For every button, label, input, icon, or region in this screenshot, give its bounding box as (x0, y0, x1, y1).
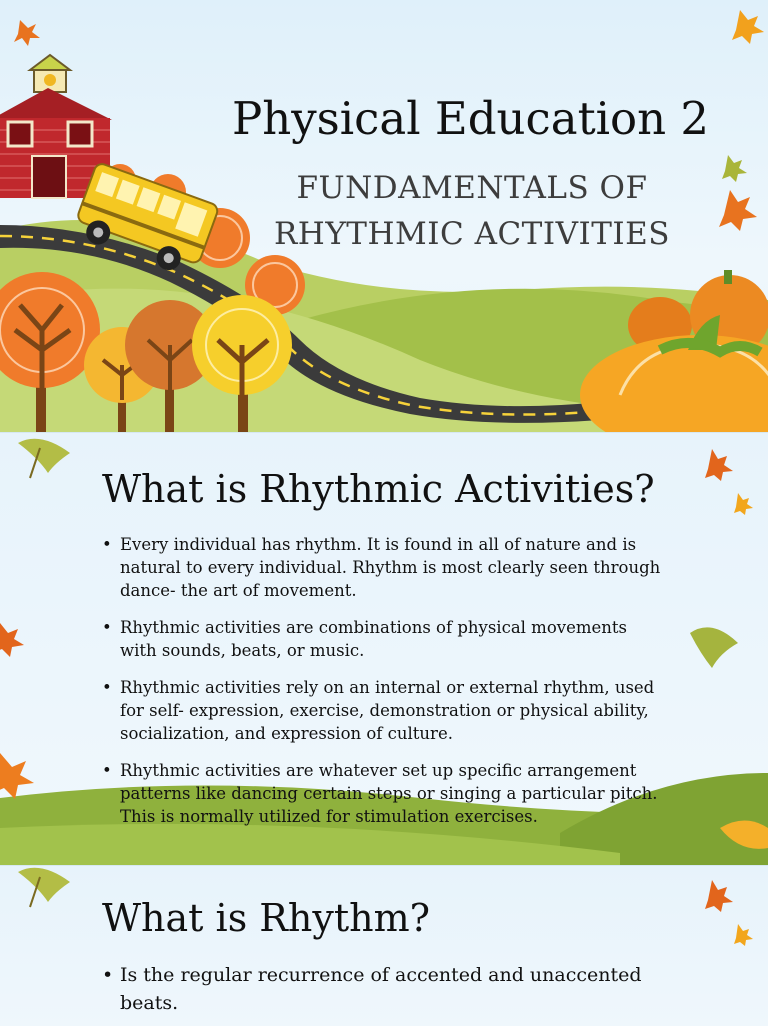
title-slide (0, 0, 768, 432)
subtitle-line-2: RHYTHMIC ACTIVITIES (273, 216, 671, 252)
list-item: • Rhythmic activities are whatever set up specific arrangement patterns like dancing certain steps or singing a particular pitch. This is normally utilized for stimulation exercises. (102, 759, 662, 828)
slide-heading: What is Rhythmic Activities? (102, 467, 655, 511)
subtitle-line-1: FUNDAMENTALS OF (296, 170, 648, 206)
list-item: • Rhythmic activities rely on an internal or external rhythm, used for self- expression, exercise, demonstration or physical ability, socialization, and expression of culture. (102, 676, 662, 745)
list-item: • Rhythmic activities are combinations of physical movements with sounds, beats, or music. (102, 616, 662, 662)
content-slide-rhythmic-activities (0, 432, 768, 865)
bullet-list (102, 961, 662, 1026)
list-item: • Every individual has rhythm. It is found in all of nature and is natural to every individual. Rhythm is most clearly seen through dance- the art of movement. (102, 533, 662, 602)
bullet-list (102, 533, 662, 842)
slide-heading: What is Rhythm? (102, 896, 430, 940)
content-slide-rhythm (0, 865, 768, 1026)
presentation-subtitle (262, 165, 682, 257)
list-item: • Is the regular recurrence of accented and unaccented beats. (102, 961, 662, 1017)
presentation-title: Physical Education 2 (232, 92, 710, 145)
